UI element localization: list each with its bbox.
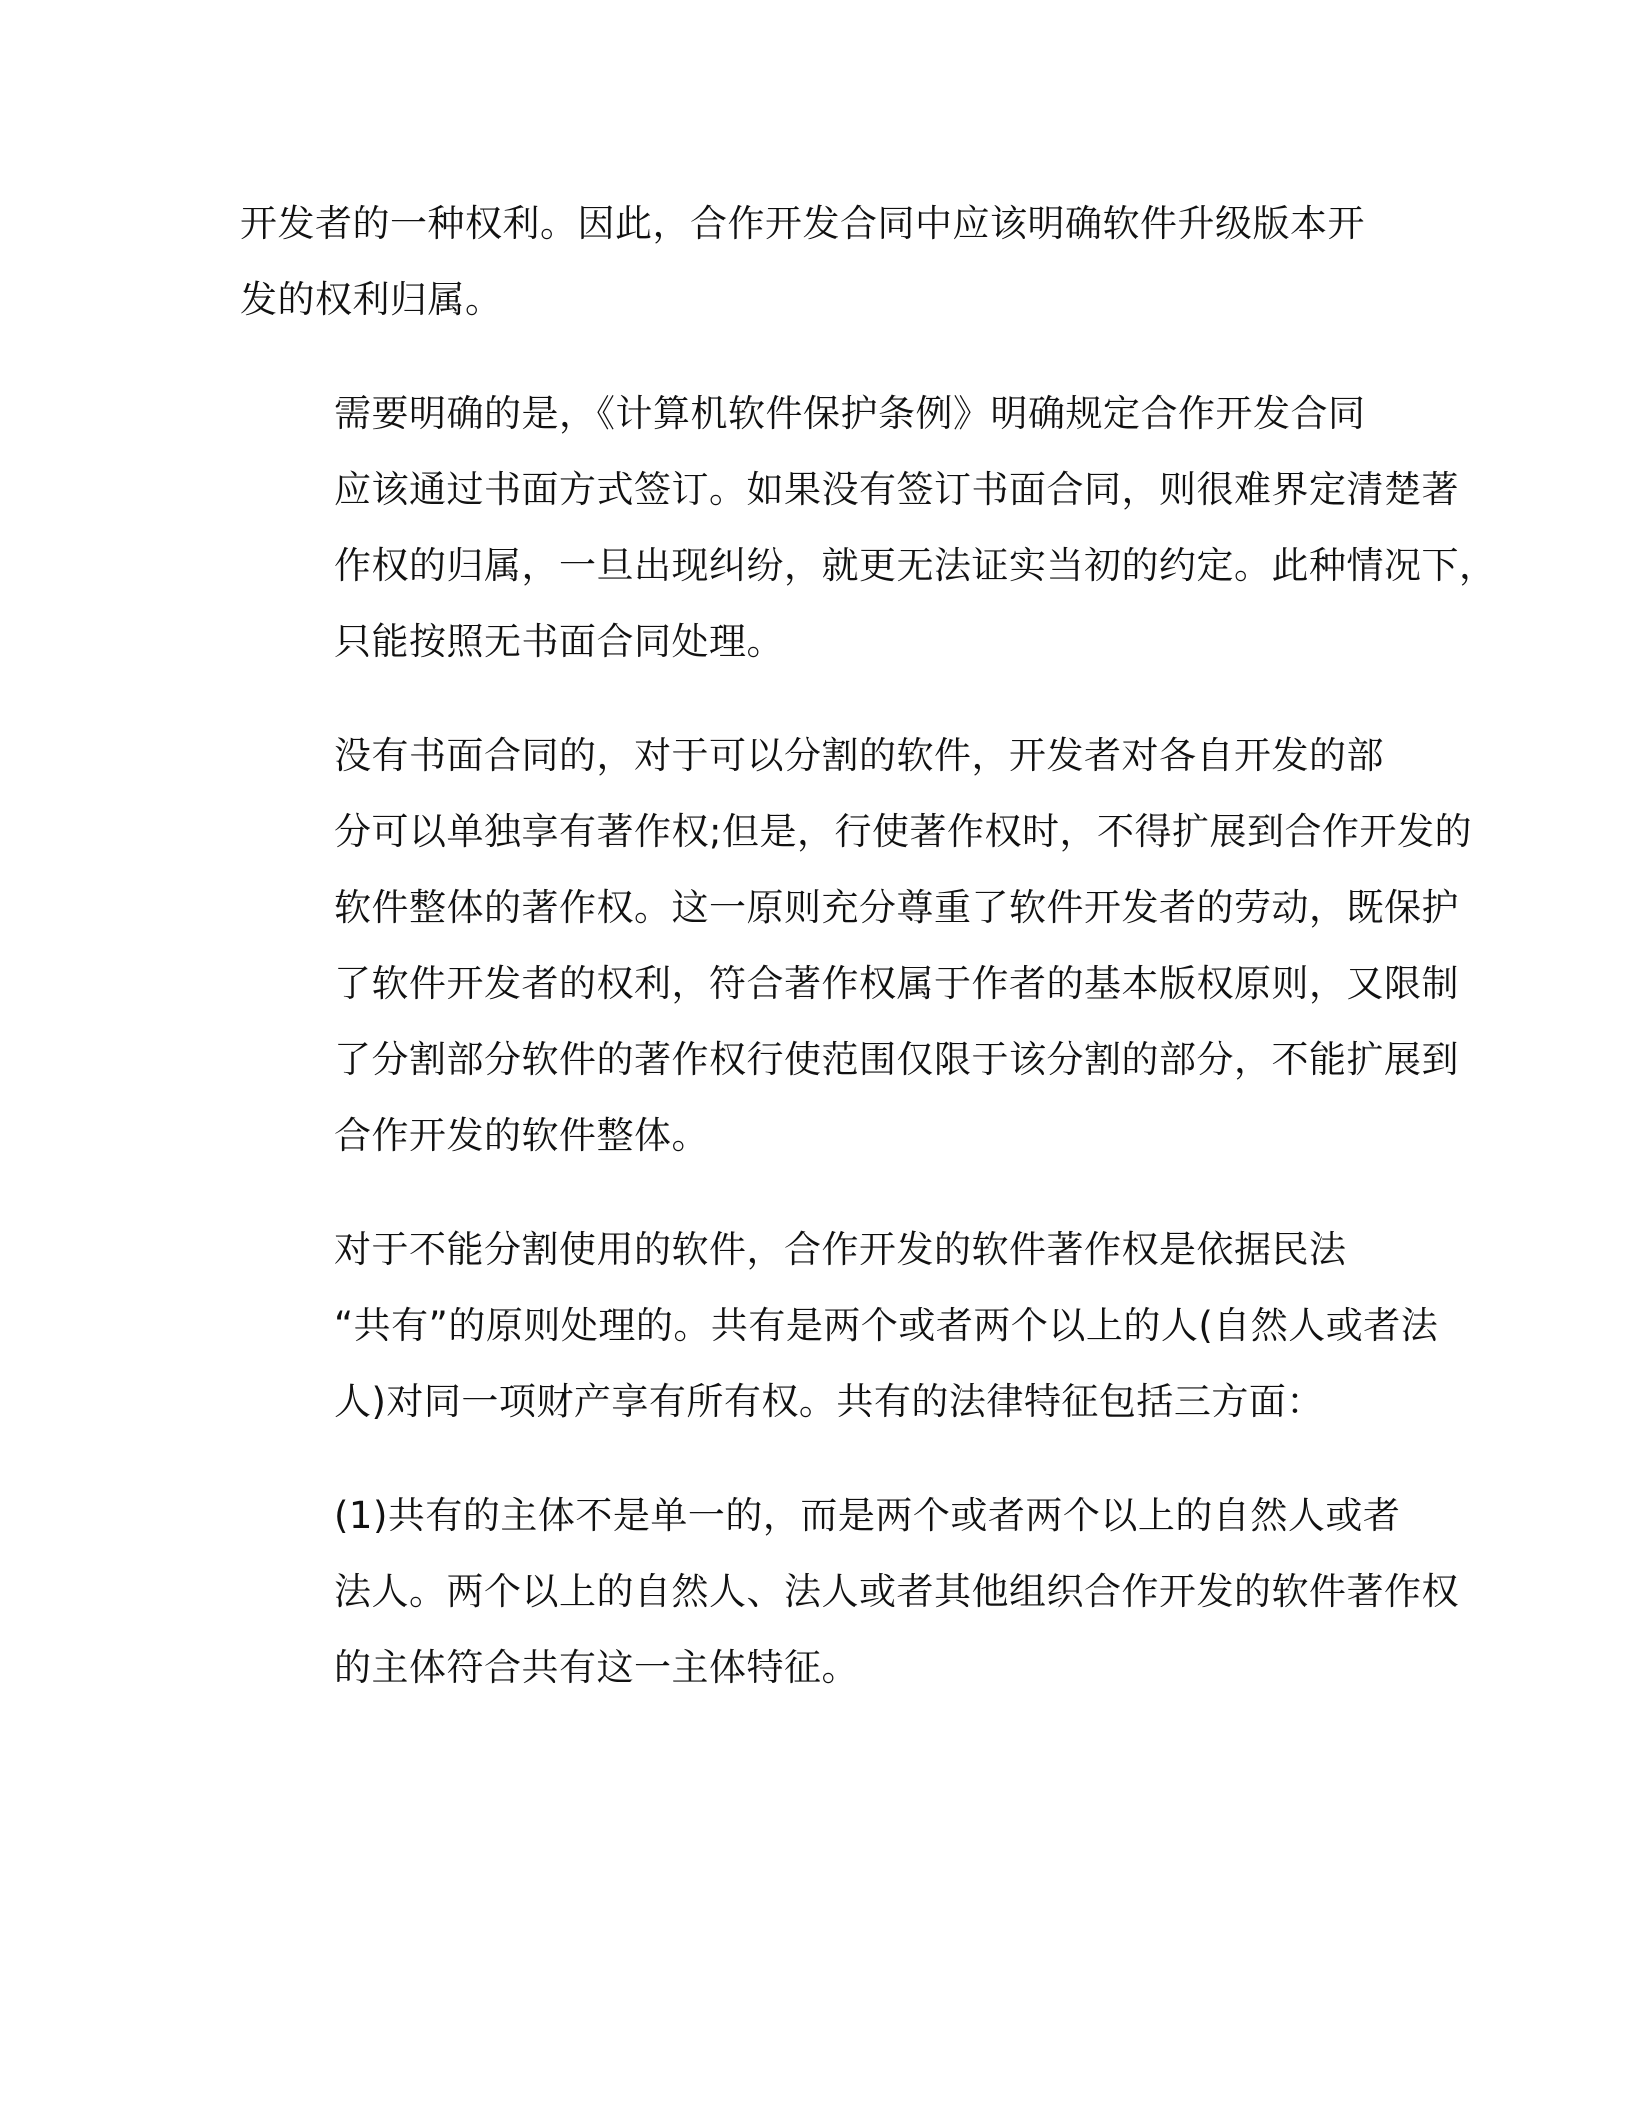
text-line: 合作开发的软件整体。 xyxy=(334,1114,709,1157)
text-line: 软件整体的著作权。这一原则充分尊重了软件开发者的劳动，既保护 xyxy=(334,886,1459,929)
text-line: “共有”的原则处理的。共有是两个或者两个以上的人(自然人或者法 xyxy=(334,1304,1439,1347)
text-line: 应该通过书面方式签订。如果没有签订书面合同，则很难界定清楚著 xyxy=(334,468,1459,511)
paragraph-2 xyxy=(240,376,1497,680)
text-line: 人)对同一项财产享有所有权。共有的法律特征包括三方面： xyxy=(334,1380,1324,1423)
paragraph-1 xyxy=(240,186,1400,338)
text-line: 开发者的一种权利。因此，合作开发合同中应该明确软件升级版本开 xyxy=(240,202,1365,245)
text-line: 的主体符合共有这一主体特征。 xyxy=(334,1646,859,1689)
document-body xyxy=(240,186,1497,1744)
text-line: 了软件开发者的权利，符合著作权属于作者的基本版权原则，又限制 xyxy=(334,962,1459,1005)
text-line: 需要明确的是，《计算机软件保护条例》明确规定合作开发合同 xyxy=(334,392,1366,435)
text-line: 只能按照无书面合同处理。 xyxy=(334,620,784,663)
text-line: 作权的归属，一旦出现纠纷，就更无法证实当初的约定。此种情况下， xyxy=(334,544,1497,587)
text-line: 法人。两个以上的自然人、法人或者其他组织合作开发的软件著作权 xyxy=(334,1570,1459,1613)
paragraph-5 xyxy=(240,1478,1459,1706)
paragraph-4 xyxy=(240,1212,1439,1440)
text-line: 发的权利归属。 xyxy=(240,278,503,321)
text-line: 没有书面合同的，对于可以分割的软件，开发者对各自开发的部 xyxy=(334,734,1384,777)
text-line: (1)共有的主体不是单一的，而是两个或者两个以上的自然人或者 xyxy=(334,1494,1401,1537)
text-line: 了分割部分软件的著作权行使范围仅限于该分割的部分，不能扩展到 xyxy=(334,1038,1459,1081)
text-line: 分可以单独享有著作权;但是，行使著作权时，不得扩展到合作开发的 xyxy=(334,810,1472,853)
text-line: 对于不能分割使用的软件，合作开发的软件著作权是依据民法 xyxy=(334,1228,1347,1271)
paragraph-3 xyxy=(240,718,1472,1174)
